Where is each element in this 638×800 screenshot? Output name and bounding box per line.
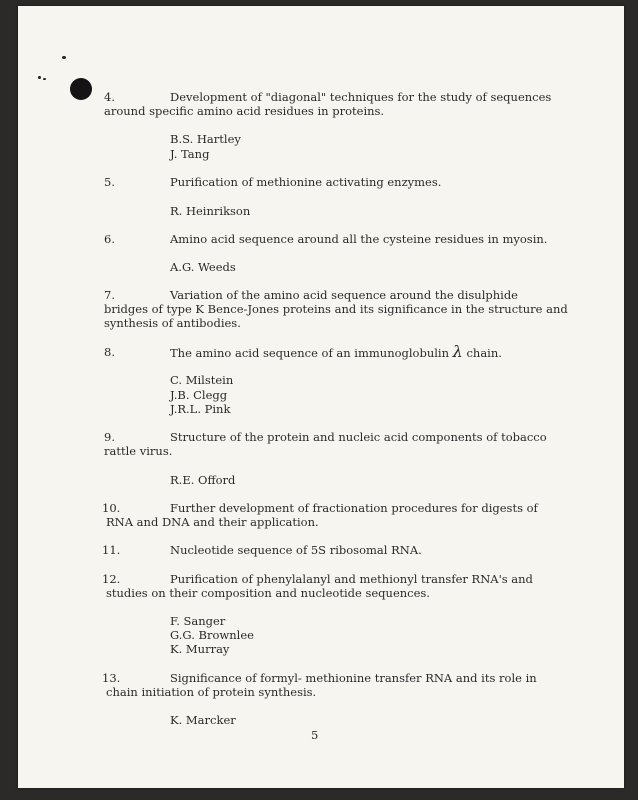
item-title-text: chain. xyxy=(466,346,502,360)
item-title-continued: rattle virus. xyxy=(104,444,173,458)
author: R.E. Offord xyxy=(170,473,236,487)
page-number: 5 xyxy=(311,728,319,742)
item-title-continued: RNA and DNA and their application. xyxy=(106,515,319,529)
item-title: Amino acid sequence around all the cysteine residues in myosin. xyxy=(170,232,548,246)
author: K. Murray xyxy=(170,642,230,656)
punch-hole xyxy=(70,78,92,100)
item-title: Nucleotide sequence of 5S ribosomal RNA. xyxy=(170,543,422,557)
item-number: 6. xyxy=(104,232,115,246)
item-title: Further development of fractionation procedures for digests of xyxy=(170,501,538,515)
item-number: 12. xyxy=(102,572,121,586)
author: A.G. Weeds xyxy=(170,260,236,274)
item-title: Significance of formyl- methionine transfer RNA and its role in xyxy=(170,671,537,685)
author: F. Sanger xyxy=(170,614,226,628)
author: G.G. Brownlee xyxy=(170,628,254,642)
author: R. Heinrikson xyxy=(170,204,251,218)
item-number: 10. xyxy=(102,501,121,515)
paper-speck xyxy=(38,76,41,79)
author: K. Marcker xyxy=(170,713,236,727)
item-title-continued: bridges of type K Bence-Jones proteins and its significance in the structure and xyxy=(104,302,568,316)
item-title-continued: around specific amino acid residues in proteins. xyxy=(104,104,385,118)
item-number: 9. xyxy=(104,430,115,444)
item-number: 8. xyxy=(104,345,115,359)
item-number: 13. xyxy=(102,671,121,685)
author: J. Tang xyxy=(170,147,210,161)
item-title-continued: studies on their composition and nucleotide sequences. xyxy=(106,586,430,600)
item-title: Purification of phenylalanyl and methionyl transfer RNA's and xyxy=(170,572,533,586)
item-number: 5. xyxy=(104,175,115,189)
item-title-continued: chain initiation of protein synthesis. xyxy=(106,685,317,699)
item-title xyxy=(170,342,502,361)
paper-speck xyxy=(62,56,66,59)
item-title: Development of "diagonal" techniques for the study of sequences xyxy=(170,90,552,104)
item-number: 7. xyxy=(104,288,115,302)
item-number: 4. xyxy=(104,90,115,104)
item-title-text: The amino acid sequence of an immunoglobulin xyxy=(170,346,450,360)
item-number: 11. xyxy=(102,543,121,557)
lambda-symbol: λ xyxy=(452,342,463,361)
author: J.B. Clegg xyxy=(170,388,228,402)
document-page xyxy=(18,6,624,788)
item-title: Purification of methionine activating enzymes. xyxy=(170,175,442,189)
item-title: Structure of the protein and nucleic acid components of tobacco xyxy=(170,430,547,444)
author: C. Milstein xyxy=(170,373,234,387)
item-title-continued: synthesis of antibodies. xyxy=(104,316,241,330)
paper-speck xyxy=(43,78,46,80)
author: J.R.L. Pink xyxy=(170,402,231,416)
author: B.S. Hartley xyxy=(170,132,241,146)
item-title: Variation of the amino acid sequence around the disulphide xyxy=(170,288,518,302)
